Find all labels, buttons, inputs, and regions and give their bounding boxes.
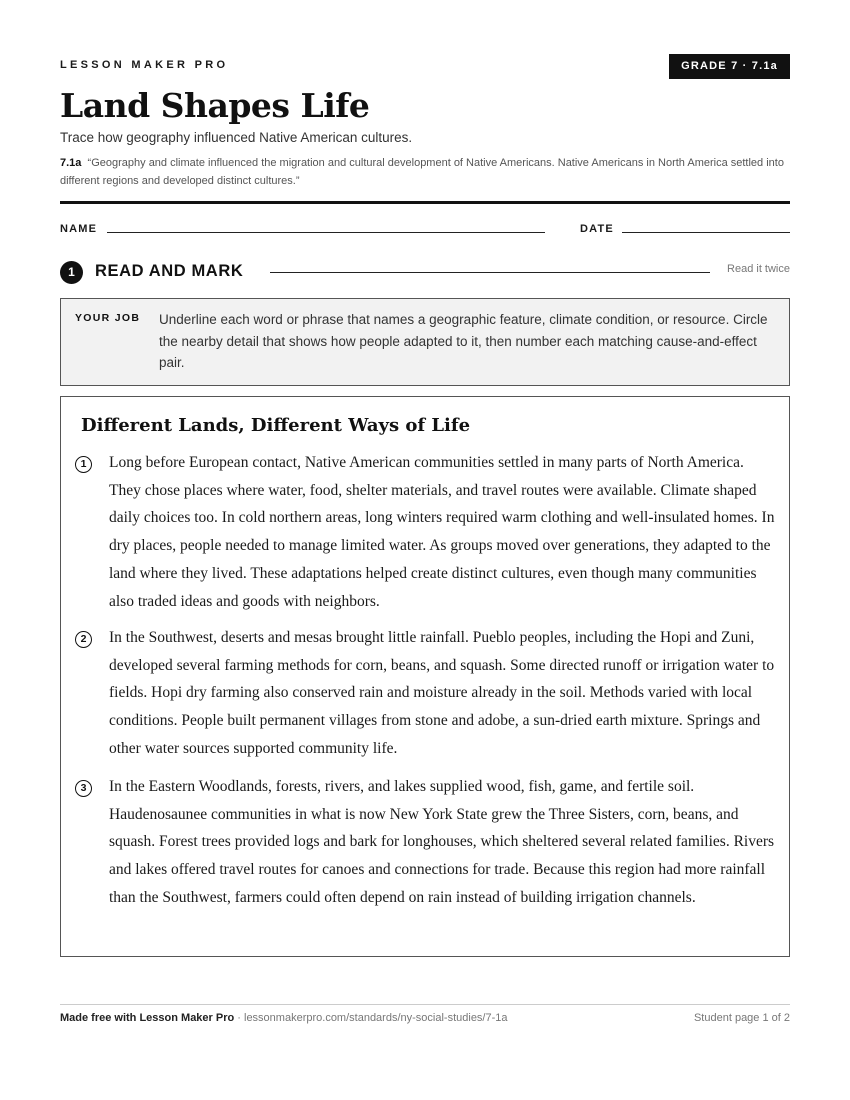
brand-name: LESSON MAKER PRO	[60, 59, 229, 71]
section-number-badge: 1	[60, 261, 83, 284]
date-label: DATE	[580, 223, 614, 235]
reading-passage	[60, 396, 790, 957]
standard-statement	[60, 155, 790, 190]
footer-credit	[60, 1012, 508, 1024]
paragraph-text: In the Southwest, deserts and mesas brought little rainfall. Pueblo peoples, including the Hopi and Zuni, developed several farming methods for corn, beans, and squash. Some directed runoff or irrigation water to fields. Hopi dry farming also conserved rain and moisture already in the soil. Methods varied with local conditions. People built permanent villages from stone and adobe, a sun-dried earth mixture. Springs and other water sources supported community life.	[109, 629, 775, 757]
section-header	[60, 260, 790, 284]
name-field-line[interactable]	[107, 232, 545, 233]
date-field-line[interactable]	[622, 232, 790, 233]
instructions-text: Underline each word or phrase that names a geographic feature, climate condition, or resource. Circle the nearby detail that shows how people adapted to it, then number each matching cause-and-effect pair.	[159, 312, 768, 370]
header-divider	[60, 201, 790, 204]
footer-made-with: Made free with Lesson Maker Pro	[60, 1012, 235, 1024]
instructions-label: YOUR JOB	[75, 312, 141, 324]
name-label: NAME	[60, 223, 98, 235]
section-note: Read it twice	[727, 263, 790, 275]
paragraph-number: 1	[75, 456, 92, 473]
paragraph-text: In the Eastern Woodlands, forests, rivers, and lakes supplied wood, fish, game, and fertile soil. Haudenosaunee communities in what is now New York State grew the Three Sisters, corn, beans, and squash. Forest trees provided logs and bark for longhouses, which sheltered several related families. Rivers and lakes offered travel routes for canoes and connections for trade. Because this region had more rainfall than the Southwest, farmers could often depend on rain instead of building irrigation channels.	[109, 778, 775, 906]
paragraph-number: 3	[75, 780, 92, 797]
instructions-box	[60, 298, 790, 386]
page-subtitle: Trace how geography influenced Native American cultures.	[60, 130, 413, 145]
section-title: READ AND MARK	[95, 262, 244, 280]
footer-separator: ·	[234, 1012, 244, 1024]
footer-page-number: Student page 1 of 2	[693, 1012, 790, 1024]
standard-text: “Geography and climate influenced the migration and cultural development of Native Americans. Native Americans in North America settled into different regions and developed distinct cultures.”	[60, 157, 784, 187]
reading-title: Different Lands, Different Ways of Life	[81, 415, 471, 436]
standard-code: 7.1a	[60, 157, 82, 169]
page-title: Land Shapes Life	[60, 86, 370, 125]
footer-divider	[60, 1004, 790, 1005]
footer-url[interactable]: lessonmakerpro.com/standards/ny-social-studies/7-1a	[244, 1012, 508, 1024]
grade-badge: GRADE 7 · 7.1a	[669, 54, 790, 79]
paragraph-text: Long before European contact, Native American communities settled in many parts of North America. They chose places where water, food, shelter materials, and travel routes were available. Climate shaped daily choices too. In cold northern areas, long winters required warm clothing and well-insulated homes. In dry places, people needed to manage limited water. As groups moved over generations, they adapted to the land where they lived. These adaptations helped create distinct cultures, even though many communities also traded ideas and goods with neighbors.	[109, 454, 775, 610]
paragraph-number: 2	[75, 631, 92, 648]
section-divider	[270, 272, 710, 273]
